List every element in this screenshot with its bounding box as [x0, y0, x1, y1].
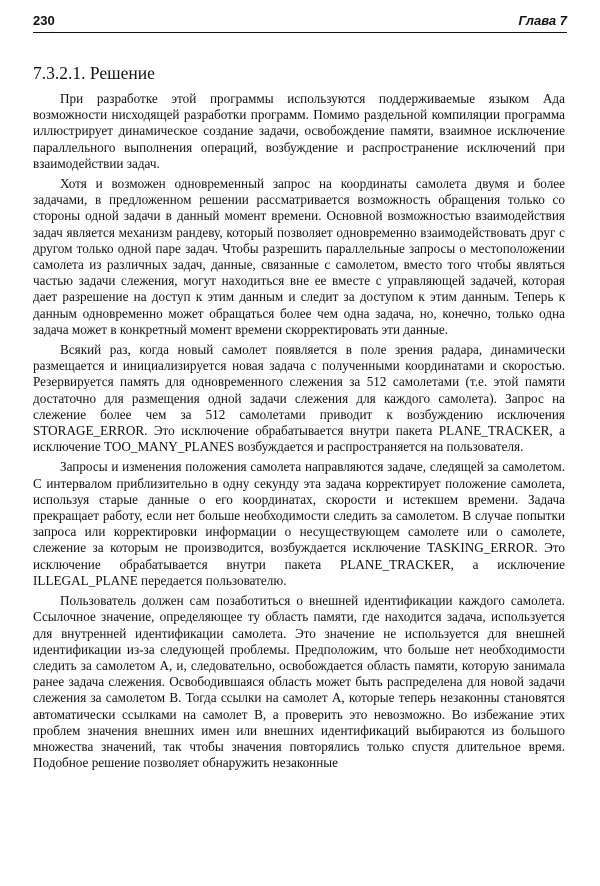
- paragraph-1: При разработке этой программы используются поддерживаемые языком Ада возможности нисходящей разработки программ. Помимо раздельной компиляции программа иллюстрирует динамическое создание задачи, освобождение памяти, взаимное исключение параллельного выполнения операций, возбуждение и распространение исключений при взаимодействии задач.: [33, 91, 565, 171]
- paragraph-3: Всякий раз, когда новый самолет появляется в поле зрения радара, динамически размещается и инициализируется новая задача с полученными координатами и скоростью. Резервируется память для одновременного слежения за 512 самолетами (т.е. этой памяти достаточно для размещения одной задачи слежения для каждого самолета). Запрос на слежение более чем за 512 самолетами приводит к возбуждению исключения STORAGE_ERROR. Это исключение обрабатывается внутри пакета PLANE_TRACKER, а исключение TOO_MANY_PLANES возбуждается и распространяется на пользователя.: [33, 342, 565, 455]
- body-text: [33, 91, 565, 775]
- running-header: [33, 10, 567, 33]
- page-number: 230: [33, 13, 55, 28]
- paragraph-2: Хотя и возможен одновременный запрос на координаты самолета двумя и более задачами, в предложенном решении рассматривается возможность обращения только со стороны одной задачи в данный момент времени. Основной возможностью взаимодействия задач является механизм рандеву, который позволяет одновременно взаимодействовать друг с другом только одной паре задач. Чтобы разрешить параллельные запросы о местоположении самолета из различных задач, данные, связанные с самолетом, вместо того чтобы являться частью задачи слежения, могут находиться вне ее вместе с управляющей задачей, которая дает разрешение на доступ к этим данным и следит за доступом к этим данным. Теперь к данным одновременно может обращаться более чем одна задача, но, конечно, только одна задача может в конкретный момент времени скорректировать эти данные.: [33, 176, 565, 337]
- paragraph-4: Запросы и изменения положения самолета направляются задаче, следящей за самолетом. С интервалом приблизительно в одну секунду эта задача корректирует положение самолета, используя старые данные о его координатах, скорости и истекшем времени. Задача прекращает работу, если нет больше необходимости следить за самолетом. В случае попытки запроса или корректировки информации о несуществующем самолете или о самолете, слежение за которым не производится, возбуждается исключение TASKING_ERROR. Это исключение обрабатывается внутри пакета PLANE_TRACKER, а исключение ILLEGAL_PLANE передается пользователю.: [33, 459, 565, 588]
- paragraph-5: Пользователь должен сам позаботиться о внешней идентификации каждого самолета. Ссылочное значение, определяющее ту область памяти, где находится задача, используется для внутренней идентификации самолета. Это значение не используется для внешней идентификации из-за следующей проблемы. Предположим, что больше нет необходимости следить за самолетом A, и, следовательно, освобождается область памяти, которую занимала ранее задача слежения. Освободившаяся область может быть распределена для новой задачи слежения за самолетом B. Тогда ссылки на самолет A, которые теперь незаконны становятся автоматически ссылками на самолет B, а проверить это невозможно. Во избежание этих проблем значения внешних имен или внешних идентификаций выбираются из большого множества значений, так чтобы значения повторялись только спустя длительное время. Подобное решение позволяет обнаружить незаконные: [33, 593, 565, 771]
- chapter-label: Глава 7: [518, 13, 567, 28]
- section-title: 7.3.2.1. Решение: [33, 63, 155, 83]
